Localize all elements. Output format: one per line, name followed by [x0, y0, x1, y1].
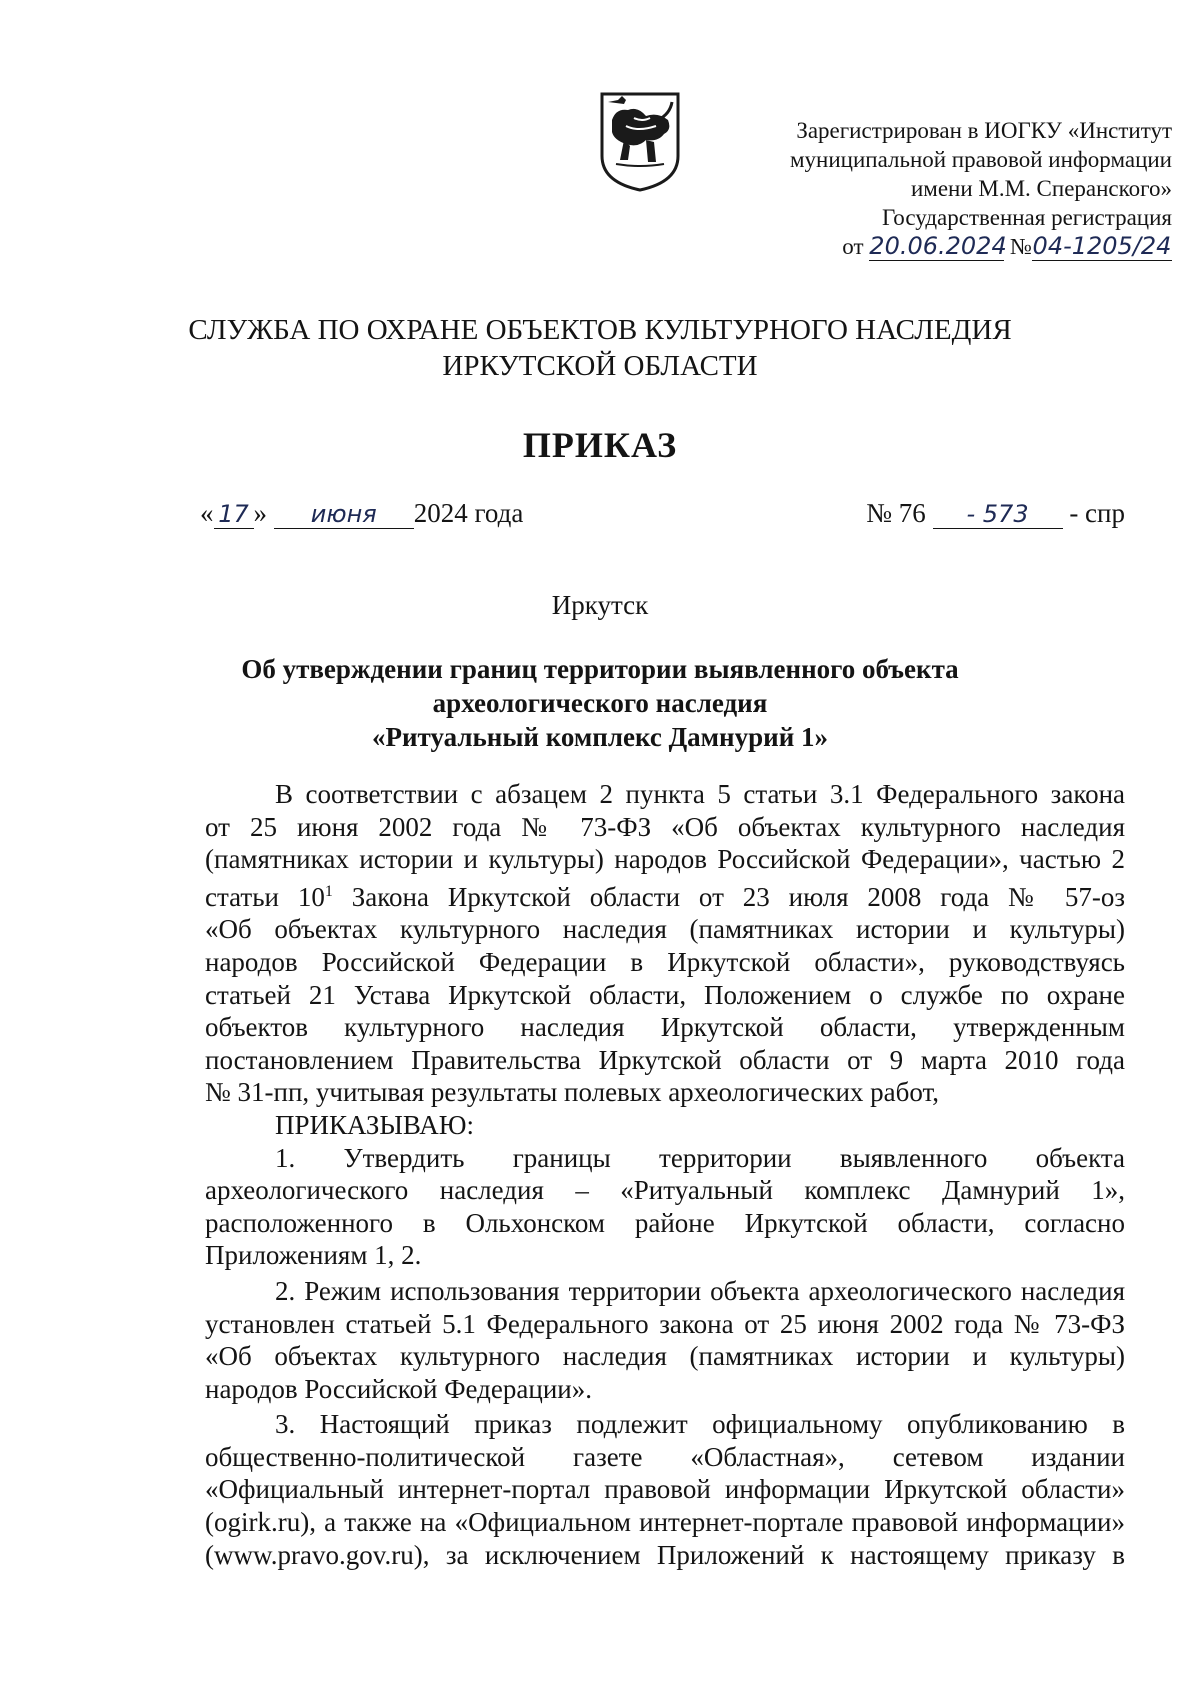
body-line: народов Российской Федерации». — [205, 1373, 592, 1404]
registration-date-value: 20.06.2024 — [869, 232, 1007, 260]
body-line: «Официальный интернет-портал правовой информации Иркутской области» — [205, 1474, 1125, 1505]
registration-date-number-line — [760, 232, 1172, 261]
registration-stamp — [760, 116, 1172, 261]
agency-name-line-1: СЛУЖБА ПО ОХРАНЕ ОБЪЕКТОВ КУЛЬТУРНОГО НАСЛЕДИЯ — [188, 314, 1012, 346]
agency-name-line-2: ИРКУТСКОЙ ОБЛАСТИ — [442, 350, 758, 382]
date-close-quote: » — [253, 498, 267, 528]
registration-line-4: Государственная регистрация — [882, 205, 1172, 230]
registration-line-2: муниципальной правовой информации — [789, 147, 1172, 172]
body-line: «Об объектах культурного наследия (памятниках истории и культуры) — [205, 914, 1125, 945]
body-line: (www.pravo.gov.ru), за исключением Приложений к настоящему приказу в — [205, 1539, 1125, 1570]
order-number-prefix: № 76 — [866, 498, 926, 528]
body-line: 1. Утвердить границы территории выявленного объекта — [275, 1142, 1125, 1173]
superscript-one: 1 — [324, 882, 333, 900]
registration-date-prefix: от — [842, 234, 864, 259]
body-line: постановлением Правительства Иркутской области от 9 марта 2010 года — [205, 1044, 1125, 1075]
date-open-quote: « — [200, 498, 214, 528]
body-line-with-superscript — [205, 876, 1125, 914]
body-line: народов Российской Федерации в Иркутской области», руководствуясь — [205, 946, 1125, 977]
document-title — [150, 652, 1050, 754]
date-year: 2024 года — [413, 498, 524, 528]
body-text-fragment: Закона Иркутской области от 23 июля 2008 года № 57-оз — [332, 881, 1125, 912]
body-line: 3. Настоящий приказ подлежит официальному опубликованию в — [275, 1409, 1125, 1440]
registration-number-prefix: № — [1010, 234, 1032, 259]
body-line: (ogirk.ru), а также на «Официальном интернет-портале правовой информации» — [205, 1507, 1125, 1538]
document-body — [205, 778, 1125, 1571]
body-line: общественно-политической газете «Областная», сетевом издании — [205, 1441, 1125, 1472]
agency-name — [150, 312, 1050, 384]
date-month: июня — [274, 500, 414, 529]
body-line: археологического наследия – «Ритуальный комплекс Дамнурий 1», — [205, 1175, 1125, 1206]
date-day: 17 — [214, 500, 254, 529]
registration-line-3: имени М.М. Сперанского» — [910, 176, 1172, 201]
body-line: объектов культурного наследия Иркутской области, утвержденным — [205, 1012, 1125, 1043]
title-line-3: «Ритуальный комплекс Дамнурий 1» — [372, 722, 828, 752]
order-number-suffix: - спр — [1069, 498, 1125, 528]
body-line: «Об объектах культурного наследия (памятниках истории и культуры) — [205, 1341, 1125, 1372]
title-line-2: археологического наследия — [432, 688, 768, 718]
paragraph-legal-basis — [205, 778, 1125, 1109]
registration-line-1: Зарегистрирован в ИОГКУ «Институт — [796, 118, 1172, 143]
body-line: статьей 21 Устава Иркутской области, Положением о службе по охране — [205, 979, 1125, 1010]
body-text-fragment: статьи 10 — [205, 881, 325, 912]
paragraph-item-3 — [205, 1408, 1125, 1571]
order-word: ПРИКАЗЫВАЮ: — [275, 1109, 474, 1140]
city-name: Иркутск — [551, 590, 649, 620]
paragraph-item-2 — [205, 1275, 1125, 1405]
order-number-handwritten: - 573 — [933, 500, 1063, 529]
order-date — [200, 498, 523, 529]
paragraph-item-1 — [205, 1142, 1125, 1272]
body-line: установлен статьей 5.1 Федерального закона от 25 июня 2002 года № 73-ФЗ — [205, 1308, 1125, 1339]
body-line: 2. Режим использования территории объекта археологического наследия — [275, 1275, 1125, 1306]
order-number — [866, 498, 1125, 529]
body-line: (памятниках истории и культуры) народов Российской Федерации», частью 2 — [205, 844, 1125, 875]
body-line: Приложениям 1, 2. — [205, 1240, 422, 1271]
document-type-heading: ПРИКАЗ — [522, 425, 678, 465]
coat-of-arms-emblem — [598, 90, 682, 194]
title-line-1: Об утверждении границ территории выявленного объекта — [241, 654, 959, 684]
registration-number-value: 04-1205/24 — [1032, 232, 1172, 260]
body-line: расположенного в Ольхонском районе Иркутской области, согласно — [205, 1207, 1125, 1238]
body-line: № 31-пп, учитывая результаты полевых археологических работ, — [205, 1077, 940, 1108]
body-line: В соответствии с абзацем 2 пункта 5 статьи 3.1 Федерального закона — [275, 779, 1125, 809]
body-line: от 25 июня 2002 года № 73-ФЗ «Об объектах культурного наследия — [205, 811, 1125, 842]
